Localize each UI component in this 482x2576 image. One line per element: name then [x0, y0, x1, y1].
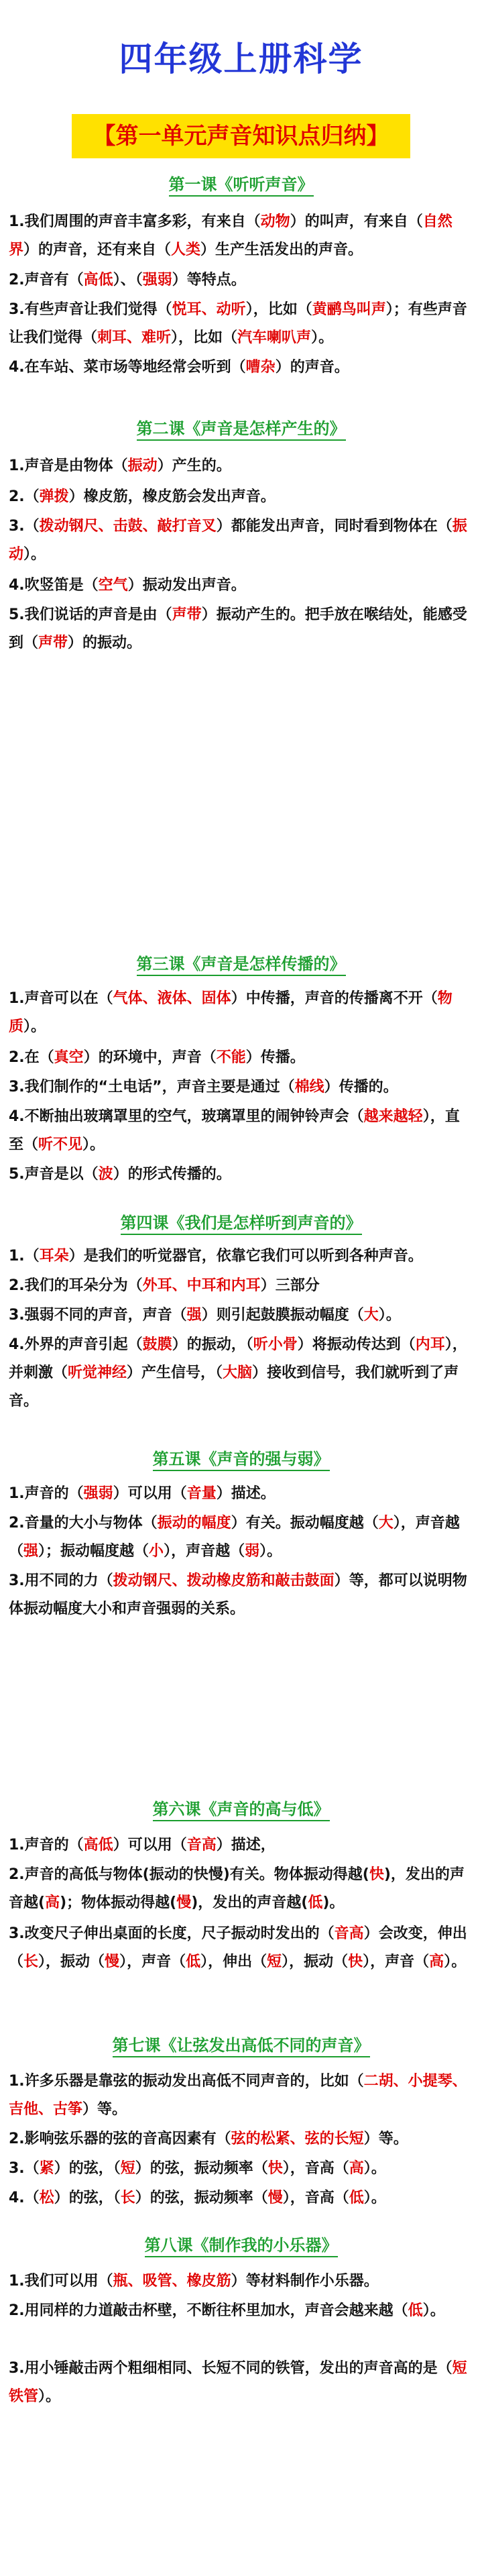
answer-highlight: 真空: [54, 1049, 84, 1066]
answer-highlight: 音高: [186, 1837, 217, 1854]
item-text: ），比如（: [245, 301, 312, 318]
answer-highlight: 慢: [267, 2190, 283, 2206]
lesson-4-item-1: [9, 1242, 474, 1271]
lesson-2-item-1: [9, 452, 474, 480]
item-text: 2.声音的高低与物体(振动的快慢)有关。物体振动得越(: [9, 1866, 369, 1883]
item-text: ）的弦，振动频率（: [135, 2160, 268, 2177]
item-text: 4.不断抽出玻璃罩里的空气，玻璃罩里的闹钟铃声会（: [9, 1108, 364, 1125]
item-text: 2.声音有（: [9, 272, 84, 288]
item-text: ），音高（: [282, 2160, 349, 2177]
item-text: ）。: [444, 1953, 467, 1970]
answer-highlight: 低: [408, 2302, 423, 2319]
item-text: 3.（: [9, 2160, 40, 2177]
answer-highlight: 悦耳、动听: [172, 301, 246, 318]
answer-highlight: 强: [186, 1307, 202, 1324]
item-text: ）、（: [113, 272, 143, 288]
lesson-5-item-3: [9, 1567, 474, 1623]
item-text: ）描述。: [216, 1485, 276, 1502]
answer-highlight: 低: [349, 2190, 364, 2206]
item-text: ）可以用（: [113, 1837, 187, 1854]
answer-highlight: 低: [186, 1953, 201, 1970]
item-text: ）振动发出声音。: [127, 577, 246, 594]
answer-highlight: 大脑: [223, 1364, 253, 1381]
item-text: ），声音（: [119, 1953, 186, 1970]
lesson-1-item-3: [9, 296, 474, 352]
lesson-6-item-3: [9, 1920, 474, 1976]
lesson-1-item-4: [9, 354, 474, 382]
answer-highlight: 短: [120, 2160, 135, 2177]
item-text: ），比如（: [171, 329, 238, 346]
item-text: ）。: [378, 1307, 401, 1324]
item-text: 1.声音可以在（: [9, 990, 113, 1007]
answer-highlight: 振动的幅度: [157, 1515, 231, 1532]
answer-highlight: 人类: [171, 241, 201, 258]
answer-highlight: 声带: [172, 606, 202, 623]
item-text: 3.用小锤敲击两个粗细相同、长短不同的铁管，发出的声音高的是（: [9, 2360, 453, 2377]
item-text: ）有关。振动幅度越（: [231, 1515, 379, 1532]
lesson-3-item-2: [9, 1044, 474, 1072]
item-text: ）的声音。: [275, 359, 349, 376]
answer-highlight: 快: [369, 1866, 384, 1883]
item-text: ）振动产生的。把手放在喉结处，能感受到（: [9, 606, 467, 651]
answer-highlight: 长: [23, 1953, 39, 1970]
item-text: ）可以用（: [113, 1485, 187, 1502]
answer-highlight: 大: [378, 1515, 394, 1532]
item-text: 4.（: [9, 2190, 40, 2206]
page-title: 四年级上册科学: [119, 40, 363, 78]
answer-highlight: 高低: [83, 272, 113, 288]
item-text: ）的弦，（: [54, 2160, 121, 2177]
lesson-8-item-1: [9, 2267, 474, 2296]
item-text: ），伸出（: [200, 1953, 267, 1970]
answer-highlight: 慢: [176, 1894, 192, 1911]
item-text: ）的振动，（: [172, 1336, 253, 1353]
answer-highlight: 高: [349, 2160, 364, 2177]
answer-highlight: 小: [149, 1543, 164, 1560]
answer-highlight: 强弱: [142, 272, 172, 288]
lesson-2-item-5: [9, 601, 474, 657]
lesson-8-title: 第八课《制作我的小乐器》: [0, 2235, 482, 2255]
item-text: ），振动（: [38, 1953, 105, 1970]
item-text: ）产生信号，（: [127, 1364, 223, 1381]
answer-highlight: 低: [308, 1894, 323, 1911]
answer-highlight: 弱: [245, 1543, 260, 1560]
answer-highlight: 听不见: [38, 1136, 83, 1153]
answer-highlight: 黄鹂鸟叫声: [312, 301, 386, 318]
item-text: ）会改变，伸出（: [9, 1925, 467, 1970]
item-text: ）等材料制作小乐器。: [231, 2273, 379, 2290]
item-text: ）的弦，振动频率（: [135, 2190, 268, 2206]
item-text: 3.强弱不同的声音，声音（: [9, 1307, 187, 1324]
item-text: ），音高（: [282, 2190, 349, 2206]
item-text: ），声音越（: [9, 1515, 460, 1560]
item-text: 1.（: [9, 1248, 40, 1265]
item-text: ）。: [23, 1018, 46, 1035]
lesson-6-item-1: [9, 1831, 474, 1860]
lesson-4-title: 第四课《我们是怎样听到声音的》: [0, 1213, 482, 1233]
item-text: )；物体振动得越(: [60, 1894, 177, 1911]
item-text: ）；振动幅度越（: [38, 1543, 149, 1560]
item-text: 3.（: [9, 518, 40, 535]
item-text: ）等。: [363, 2131, 408, 2147]
item-text: ）将振动传达到（: [297, 1336, 416, 1353]
item-text: ），振动（: [282, 1953, 349, 1970]
item-text: ）。: [311, 329, 334, 346]
answer-highlight: 音高: [334, 1925, 364, 1942]
answer-highlight: 瓶、吸管、橡皮筋: [113, 2273, 231, 2290]
item-text: ）。: [38, 2388, 61, 2405]
answer-highlight: 高低: [83, 1837, 113, 1854]
item-text: ）则引起鼓膜振动幅度（: [201, 1307, 364, 1324]
lesson-1-item-2: [9, 266, 474, 294]
item-text: 5.我们说话的声音是由（: [9, 606, 172, 623]
item-text: ）；有些声音让我们觉得（: [9, 301, 467, 346]
answer-highlight: 内耳: [415, 1336, 445, 1353]
item-text: ）的弦，（: [54, 2190, 121, 2206]
item-text: 3.用不同的力（: [9, 1572, 113, 1589]
answer-highlight: 强弱: [83, 1485, 113, 1502]
lesson-8-item-3: [9, 2355, 474, 2411]
item-text: 1.我们可以用（: [9, 2273, 113, 2290]
answer-highlight: 嘈杂: [245, 359, 276, 376]
item-text: 2.音量的大小与物体（: [9, 1515, 158, 1532]
answer-highlight: 物质: [9, 990, 453, 1035]
answer-highlight: 高: [45, 1894, 60, 1911]
item-text: ）生产生活发出的声音。: [200, 241, 363, 258]
answer-highlight: 短: [267, 1953, 282, 1970]
item-text: 3.改变尺子伸出桌面的长度，尺子振动时发出的（: [9, 1925, 335, 1942]
answer-highlight: 长: [120, 2190, 135, 2206]
answer-highlight: 弦的松紧、弦的长短: [231, 2131, 364, 2147]
item-text: ）等。: [82, 2101, 127, 2118]
answer-highlight: 越来越轻: [363, 1108, 423, 1125]
answer-highlight: 汽车喇叭声: [237, 329, 312, 346]
lesson-7-item-4: [9, 2184, 474, 2212]
lesson-4-item-2: [9, 1272, 474, 1300]
item-text: 1.声音是由物体（: [9, 458, 128, 474]
lesson-7-item-2: [9, 2125, 474, 2153]
item-text: 1.我们周围的声音丰富多彩，有来自（: [9, 213, 261, 230]
item-text: ）的声音，还有来自（: [23, 241, 172, 258]
item-text: ），声音越（: [164, 1543, 245, 1560]
item-text: 4.外界的声音引起（: [9, 1336, 143, 1353]
item-text: ）三部分: [260, 1277, 320, 1294]
lesson-3-item-3: [9, 1073, 474, 1102]
item-text: 2.我们的耳朵分为（: [9, 1277, 143, 1294]
lesson-7-title: 第七课《让弦发出高低不同的声音》: [0, 2035, 482, 2055]
item-text: 5.声音是以（: [9, 1166, 99, 1183]
answer-highlight: 高: [429, 1953, 444, 1970]
lesson-3-item-5: [9, 1161, 474, 1189]
answer-highlight: 快: [348, 1953, 363, 1970]
lesson-8-item-2: [9, 2297, 474, 2325]
item-text: ）的叫声，有来自（: [290, 213, 423, 230]
answer-highlight: 松: [39, 2190, 54, 2206]
lesson-2-item-3: [9, 513, 474, 569]
item-text: ）等特点。: [172, 272, 246, 288]
item-text: 1.声音的（: [9, 1485, 84, 1502]
answer-highlight: 不能: [216, 1049, 246, 1066]
item-text: ）。: [259, 1543, 282, 1560]
item-text: 2.影响弦乐器的弦的音高因素有（: [9, 2131, 231, 2147]
answer-highlight: 刺耳、难听: [97, 329, 172, 346]
item-text: ）描述，: [216, 1837, 276, 1854]
answer-highlight: 空气: [98, 577, 128, 594]
item-text: ）产生的。: [157, 458, 231, 474]
answer-highlight: 听小骨: [253, 1336, 298, 1353]
item-text: ）。: [82, 1136, 105, 1153]
lesson-5-item-2: [9, 1509, 474, 1566]
lesson-7-item-3: [9, 2155, 474, 2183]
item-text: 4.在车站、菜市场等地经常会听到（: [9, 359, 246, 376]
answer-highlight: 紧: [39, 2160, 54, 2177]
answer-highlight: 强: [23, 1543, 39, 1560]
lesson-4-item-3: [9, 1301, 474, 1330]
item-text: ），声音（: [363, 1953, 430, 1970]
answer-highlight: 短铁管: [9, 2360, 467, 2405]
lesson-3-item-4: [9, 1103, 474, 1159]
item-text: 2.用同样的力道敲击杯壁，不断往杯里加水，声音会越来越（: [9, 2302, 408, 2319]
item-text: ）传播的。: [324, 1079, 398, 1095]
unit-banner: 【第一单元声音知识点归纳】: [72, 114, 410, 158]
item-text: )。: [322, 1894, 345, 1911]
lesson-2-item-2: [9, 483, 474, 511]
item-text: 3.有些声音让我们觉得（: [9, 301, 172, 318]
answer-highlight: 外耳、中耳和内耳: [142, 1277, 261, 1294]
answer-highlight: 慢: [105, 1953, 120, 1970]
answer-highlight: 拨动钢尺、拨动橡皮筋和敲击鼓面: [113, 1572, 335, 1589]
lesson-1-title: 第一课《听听声音》: [0, 174, 482, 195]
answer-highlight: 听觉神经: [68, 1364, 127, 1381]
item-text: ）。: [23, 546, 46, 563]
answer-highlight: 大: [363, 1307, 379, 1324]
answer-highlight: 拨动钢尺、击鼓、敲打音叉: [39, 518, 217, 535]
item-text: ）。: [363, 2160, 386, 2177]
lesson-7-item-1: [9, 2068, 474, 2124]
answer-highlight: 二胡、小提琴、吉他、古筝: [9, 2073, 467, 2118]
answer-highlight: 动物: [260, 213, 290, 230]
lesson-1-item-1: [9, 208, 474, 264]
item-text: ）传播。: [245, 1049, 305, 1066]
item-text: ）的环境中，声音（: [83, 1049, 217, 1066]
lesson-5-item-1: [9, 1480, 474, 1508]
item-text: ），并刺激（: [9, 1336, 467, 1381]
answer-highlight: 自然界: [9, 213, 453, 258]
answer-highlight: 棉线: [294, 1079, 324, 1095]
item-text: ）中传播，声音的传播离不开（: [231, 990, 438, 1007]
answer-highlight: 振动: [9, 518, 467, 563]
item-text: ）橡皮筋，橡皮筋会发出声音。: [68, 488, 276, 505]
lesson-3-item-1: [9, 985, 474, 1041]
answer-highlight: 气体、液体、固体: [113, 990, 231, 1007]
answer-highlight: 鼓膜: [142, 1336, 172, 1353]
item-text: 2.（: [9, 488, 40, 505]
answer-highlight: 波: [98, 1166, 113, 1183]
item-text: ）都能发出声音，同时看到物体在（: [216, 518, 453, 535]
item-text: ）的形式传播的。: [113, 1166, 231, 1183]
item-text: ）。: [363, 2190, 386, 2206]
lesson-4-item-4: [9, 1331, 474, 1415]
item-text: 1.声音的（: [9, 1837, 84, 1854]
answer-highlight: 音量: [186, 1485, 217, 1502]
item-text: ）是我们的听觉器官，依靠它我们可以听到各种声音。: [68, 1248, 423, 1265]
lesson-2-item-4: [9, 572, 474, 600]
answer-highlight: 快: [267, 2160, 283, 2177]
item-text: ）的振动。: [68, 635, 142, 651]
lesson-3-title: 第三课《声音是怎样传播的》: [0, 954, 482, 974]
item-text: ）接收到信号，我们就听到了声音。: [9, 1364, 459, 1409]
lesson-6-title: 第六课《声音的高与低》: [0, 1799, 482, 1819]
lesson-6-item-2: [9, 1861, 474, 1917]
item-text: ）等，都可以说明物体振动幅度大小和声音强弱的关系。: [9, 1572, 467, 1617]
item-text: )，发出的声音越(: [191, 1894, 308, 1911]
answer-highlight: 声带: [38, 635, 68, 651]
item-text: ）。: [422, 2302, 445, 2319]
item-text: 3.我们制作的“土电话”，声音主要是通过（: [9, 1079, 295, 1095]
item-text: 1.许多乐器是靠弦的振动发出高低不同声音的，比如（: [9, 2073, 364, 2090]
answer-highlight: 振动: [127, 458, 158, 474]
lesson-2-title: 第二课《声音是怎样产生的》: [0, 419, 482, 439]
answer-highlight: 弹拨: [39, 488, 69, 505]
lesson-5-title: 第五课《声音的强与弱》: [0, 1449, 482, 1469]
item-text: 2.在（: [9, 1049, 54, 1066]
answer-highlight: 耳朵: [39, 1248, 69, 1265]
item-text: )，发出的声音越(: [9, 1866, 465, 1911]
item-text: 4.吹竖笛是（: [9, 577, 99, 594]
item-text: ），直至（: [9, 1108, 460, 1153]
